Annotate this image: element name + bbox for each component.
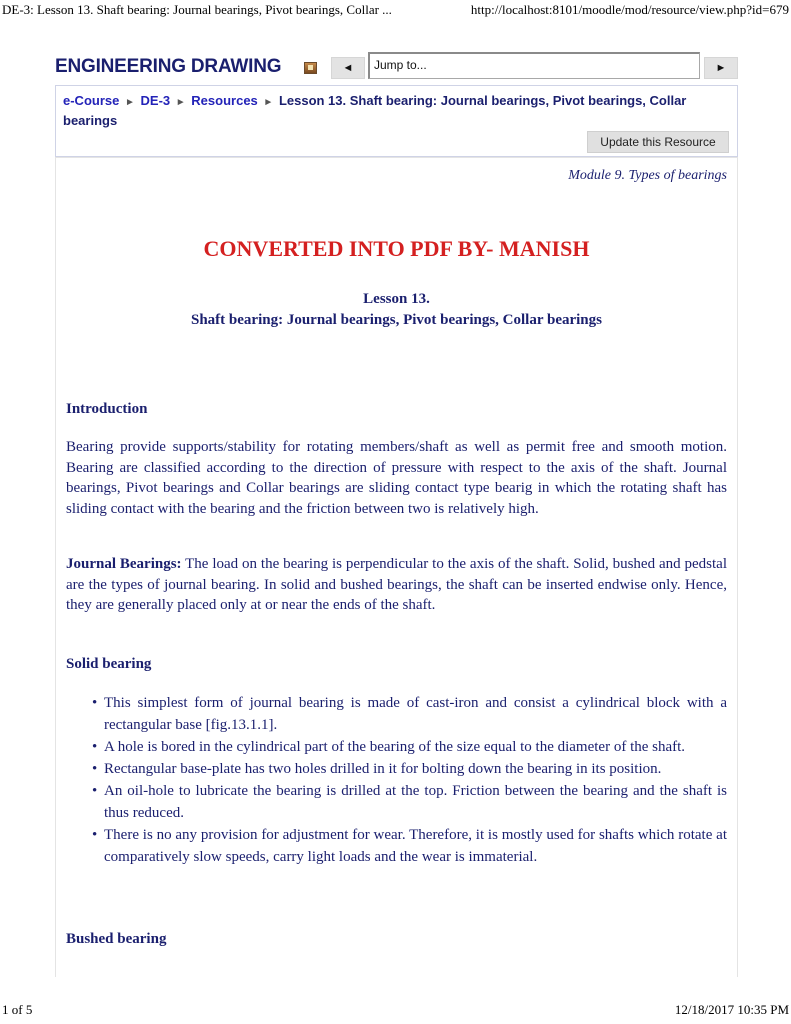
bushed-bearing-heading: Bushed bearing: [66, 931, 167, 947]
course-settings-icon[interactable]: [304, 62, 317, 74]
course-title[interactable]: ENGINEERING DRAWING: [55, 56, 282, 77]
jump-to-select[interactable]: Jump to...: [368, 52, 700, 79]
prev-activity-button[interactable]: [331, 57, 365, 79]
resource-content: [55, 157, 738, 977]
lesson-heading: [56, 289, 737, 331]
page-counter: 1 of 5: [2, 1002, 33, 1017]
breadcrumb-separator-icon: ►: [263, 97, 274, 108]
journal-bearings-label: Journal Bearings:: [66, 556, 182, 572]
bullet-dot-icon: •: [92, 827, 98, 843]
triangle-right-icon: ►: [715, 62, 727, 74]
print-header: [2, 2, 789, 20]
converted-banner: CONVERTED INTO PDF BY- MANISH: [203, 236, 590, 261]
print-page-title: DE-3: Lesson 13. Shaft bearing: Journal bearings, Pivot bearings, Collar ...: [2, 2, 392, 17]
module-label: Module 9. Types of bearings: [568, 168, 727, 183]
lesson-number: Lesson 13.: [363, 291, 430, 307]
solid-bearing-list: [66, 692, 727, 868]
navbar: [55, 52, 738, 82]
breadcrumb-link-resources[interactable]: Resources: [191, 93, 258, 108]
journal-bearings-text: The load on the bearing is perpendicular to the axis of the shaft. Solid, bushed and pedstal are the types of journal bearing. In solid and bushed bearings, the shaft can be inserted endwise only. Hence, they are generally placed only at or near the ends of the shaft.: [66, 556, 727, 613]
print-footer: [2, 1002, 789, 1020]
list-item: • There is no any provision for adjustment for wear. Therefore, it is mostly used for shafts which rotate at comparatively slow speeds, carry light loads and the wear is immaterial.: [66, 824, 727, 868]
breadcrumb-link-ecourse[interactable]: e-Course: [63, 93, 120, 108]
print-page-url: http://localhost:8101/moodle/mod/resource/view.php?id=679: [470, 2, 789, 17]
breadcrumb-link-de3[interactable]: DE-3: [140, 93, 171, 108]
solid-bearing-heading: Solid bearing: [66, 656, 152, 672]
update-resource-button[interactable]: Update this Resource: [587, 131, 729, 153]
breadcrumb-current: Lesson 13. Shaft bearing: Journal bearings, Pivot bearings, Collar bearings: [63, 93, 687, 128]
next-activity-button[interactable]: [704, 57, 738, 79]
triangle-left-icon: ◄: [342, 62, 354, 74]
list-item: • Rectangular base-plate has two holes drilled in it for bolting down the bearing in its position.: [66, 758, 727, 780]
introduction-paragraph: Bearing provide supports/stability for rotating members/shaft as well as permit free and smooth motion. Bearing are classified according to the direction of pressure with respect to the axis of the shaft. Journal bearings, Pivot bearings and Collar bearings are sliding contact type bearig in which the rotating shaft has sliding contact with the bearing and the friction between two is relatively high.: [66, 439, 727, 517]
bullet-dot-icon: •: [92, 783, 98, 799]
breadcrumb-bar: [55, 85, 738, 157]
breadcrumb: [63, 92, 731, 130]
introduction-heading: Introduction: [66, 401, 148, 417]
breadcrumb-separator-icon: ►: [124, 97, 135, 108]
journal-bearings-paragraph: [66, 554, 727, 616]
lesson-title: Shaft bearing: Journal bearings, Pivot bearings, Collar bearings: [191, 312, 602, 328]
list-item: • A hole is bored in the cylindrical part of the bearing of the size equal to the diameter of the shaft.: [66, 736, 727, 758]
list-item: • An oil-hole to lubricate the bearing is drilled at the top. Friction between the bearing and the shaft is thus reduced.: [66, 780, 727, 824]
bullet-dot-icon: •: [92, 761, 98, 777]
list-item: • This simplest form of journal bearing is made of cast-iron and consist a cylindrical block with a rectangular base [fig.13.1.1].: [66, 692, 727, 736]
bullet-dot-icon: •: [92, 695, 98, 711]
bullet-dot-icon: •: [92, 739, 98, 755]
breadcrumb-separator-icon: ►: [175, 97, 186, 108]
print-timestamp: 12/18/2017 10:35 PM: [674, 1002, 789, 1017]
